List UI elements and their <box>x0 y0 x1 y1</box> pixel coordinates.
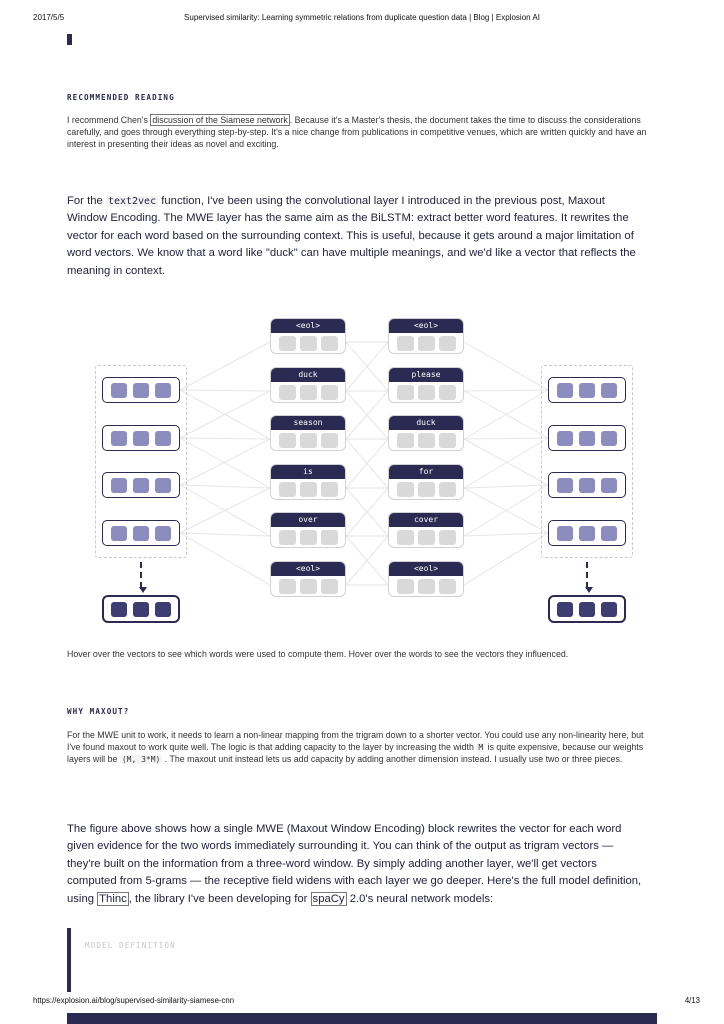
vector-cell[interactable] <box>439 530 456 545</box>
text-run: , the library I've been developing for <box>128 892 311 905</box>
left-input-vector-box[interactable] <box>102 472 180 498</box>
vector-cell[interactable] <box>601 478 617 493</box>
text-run: For the <box>67 195 106 207</box>
word-label: cover <box>389 513 463 527</box>
vector-cell[interactable] <box>418 336 435 351</box>
vector-cell[interactable] <box>155 431 171 446</box>
vector-cell[interactable] <box>601 431 617 446</box>
text-run: is quite expensive, because our weights layers will be <box>67 741 644 764</box>
text-run: The figure above shows how a single MWE (Maxout Window Encoding) block rewrites the vector for each word given evidence for the two words immediately surrounding it. You can think of the output as trigram vectors — they're built on the information from a three-word window. By simply adding another layer, we'll get vectors computed from 5-grams — the receptive field widens with each layer we go deeper. Here's the full model definition, using <box>67 823 642 905</box>
vector-cell[interactable] <box>439 433 456 448</box>
word-stack[interactable] <box>388 512 464 548</box>
word-stack[interactable] <box>388 561 464 597</box>
word-stack[interactable] <box>388 318 464 354</box>
right-input-vector-box[interactable] <box>548 377 626 403</box>
vector-cell[interactable] <box>300 482 317 497</box>
vector-cell[interactable] <box>579 602 595 617</box>
right-input-vector-box[interactable] <box>548 425 626 451</box>
width-code: M <box>478 742 484 752</box>
word-label: <eol> <box>271 319 345 333</box>
right-output-vector-box[interactable] <box>548 595 626 623</box>
word-label: over <box>271 513 345 527</box>
vector-cell[interactable] <box>155 478 171 493</box>
vector-cell[interactable] <box>300 530 317 545</box>
text-run: For the MWE unit to work, it needs to learn a non-linear mapping from the trigram down to a shorter vector. You could use any non-linearity here, but I've found maxout to work quite well. The logic is that adding capacity to the layer by increasing the width <box>67 730 644 752</box>
word-stack[interactable] <box>388 415 464 451</box>
vector-cell[interactable] <box>439 579 456 594</box>
down-arrow-icon <box>586 562 588 588</box>
vector-cell[interactable] <box>439 336 456 351</box>
word-vector-row <box>271 333 345 353</box>
footer-url: https://explosion.ai/blog/supervised-similarity-siamese-cnn <box>33 996 235 1005</box>
vector-cell[interactable] <box>300 579 317 594</box>
vector-cell[interactable] <box>557 478 573 493</box>
recommended-reading-paragraph <box>67 115 652 150</box>
text-run: . The maxout unit instead lets us add capacity by adding another dimension instead. I usually use two or three pieces. <box>162 753 623 764</box>
code-block-left-border <box>67 928 71 992</box>
vector-cell[interactable] <box>279 482 296 497</box>
vector-cell[interactable] <box>397 579 414 594</box>
left-output-vector-box[interactable] <box>102 595 180 623</box>
word-stack[interactable] <box>388 464 464 500</box>
vector-cell[interactable] <box>579 478 595 493</box>
vector-cell[interactable] <box>111 526 127 541</box>
word-stack[interactable] <box>270 464 346 500</box>
word-vector-row <box>389 479 463 499</box>
vector-cell[interactable] <box>133 383 149 398</box>
code-block-label: MODEL DEFINITION <box>85 941 176 950</box>
left-input-vector-box[interactable] <box>102 377 180 403</box>
vector-cell[interactable] <box>579 383 595 398</box>
vector-cell[interactable] <box>439 385 456 400</box>
word-vector-row <box>389 382 463 402</box>
down-arrow-icon <box>140 562 142 588</box>
word-vector-row <box>271 527 345 547</box>
word-stack[interactable] <box>270 512 346 548</box>
vector-cell[interactable] <box>397 530 414 545</box>
word-vector-row <box>271 382 345 402</box>
vector-cell[interactable] <box>557 383 573 398</box>
vector-cell[interactable] <box>418 530 435 545</box>
vector-cell[interactable] <box>133 526 149 541</box>
word-vector-row <box>389 333 463 353</box>
vector-cell[interactable] <box>397 336 414 351</box>
left-input-vector-box[interactable] <box>102 520 180 546</box>
vector-cell[interactable] <box>321 336 338 351</box>
why-maxout-heading: WHY MAXOUT? <box>67 707 130 716</box>
word-label: duck <box>389 416 463 430</box>
vector-cell[interactable] <box>300 433 317 448</box>
vector-cell[interactable] <box>279 530 296 545</box>
vector-cell[interactable] <box>279 579 296 594</box>
vector-cell[interactable] <box>557 431 573 446</box>
word-vector-row <box>389 576 463 596</box>
vector-cell[interactable] <box>111 431 127 446</box>
code-block-top-edge <box>67 1013 657 1024</box>
word-label: is <box>271 465 345 479</box>
thinc-link[interactable]: Thinc <box>99 892 127 905</box>
weights-shape-code: (M, 3*M) <box>121 754 161 764</box>
aside-border-fragment <box>67 34 72 45</box>
vector-cell[interactable] <box>133 602 149 617</box>
word-stack[interactable] <box>270 367 346 403</box>
word-label: <eol> <box>389 562 463 576</box>
vector-cell[interactable] <box>111 478 127 493</box>
vector-cell[interactable] <box>557 526 573 541</box>
footer-page-number: 4/13 <box>684 996 700 1005</box>
spacy-link[interactable]: spaCy <box>312 892 345 905</box>
vector-cell[interactable] <box>579 526 595 541</box>
vector-cell[interactable] <box>397 433 414 448</box>
vector-cell[interactable] <box>579 431 595 446</box>
vector-cell[interactable] <box>397 482 414 497</box>
mwe-diagram <box>0 312 724 646</box>
vector-cell[interactable] <box>601 602 617 617</box>
print-date: 2017/5/5 <box>33 13 65 22</box>
word-vector-row <box>271 430 345 450</box>
print-header <box>0 13 724 22</box>
vector-cell[interactable] <box>439 482 456 497</box>
vector-cell[interactable] <box>321 530 338 545</box>
text-run: 2.0's neural network models: <box>346 892 494 905</box>
word-label: season <box>271 416 345 430</box>
text-run: . Because it's a Master's thesis, the document takes the time to discuss the considerations carefully, and goes through everything step-by-step. It's a nice change from publications in competitive venues, which are written quickly and have an interest in presenting their ideas as novel and exciting. <box>67 115 647 149</box>
vector-cell[interactable] <box>155 526 171 541</box>
text-run: I recommend Chen's <box>67 115 151 125</box>
vector-cell[interactable] <box>321 385 338 400</box>
right-input-vector-box[interactable] <box>548 472 626 498</box>
vector-cell[interactable] <box>601 383 617 398</box>
vector-cell[interactable] <box>279 385 296 400</box>
word-label: <eol> <box>271 562 345 576</box>
vector-cell[interactable] <box>279 433 296 448</box>
vector-cell[interactable] <box>397 385 414 400</box>
vector-cell[interactable] <box>300 336 317 351</box>
intro-paragraph <box>67 193 645 280</box>
text2vec-code: text2vec <box>107 196 157 207</box>
text-run: function, I've been using the convolutional layer I introduced in the previous post, Maxout Window Encoding. The MWE layer has the same aim as the BiLSTM: extract better word features. It rewrites the vector for each word based on the surrounding context. This is useful, because it gets around a major limitation of word vectors. We know that a word like "duck" can have multiple meanings, and we'd like a vector that reflects the meaning in context. <box>67 195 636 277</box>
vector-cell[interactable] <box>155 383 171 398</box>
word-vector-row <box>271 576 345 596</box>
right-input-vector-box[interactable] <box>548 520 626 546</box>
word-label: for <box>389 465 463 479</box>
vector-cell[interactable] <box>111 602 127 617</box>
maxout-paragraph <box>67 730 652 765</box>
word-stack[interactable] <box>270 561 346 597</box>
word-stack[interactable] <box>270 318 346 354</box>
vector-cell[interactable] <box>111 383 127 398</box>
word-vector-row <box>271 479 345 499</box>
vector-cell[interactable] <box>279 336 296 351</box>
vector-cell[interactable] <box>418 482 435 497</box>
word-vector-row <box>389 430 463 450</box>
vector-cell[interactable] <box>133 431 149 446</box>
vector-cell[interactable] <box>300 385 317 400</box>
word-stack[interactable] <box>270 415 346 451</box>
left-input-vector-box[interactable] <box>102 425 180 451</box>
diagram-caption: Hover over the vectors to see which words were used to compute them. Hover over the words to see the vectors they influenced. <box>67 649 569 659</box>
vector-cell[interactable] <box>321 433 338 448</box>
vector-cell[interactable] <box>321 482 338 497</box>
figure-paragraph <box>67 821 645 908</box>
print-title: Supervised similarity: Learning symmetric relations from duplicate question data | Blog | Explosion AI <box>184 13 540 22</box>
recommended-reading-heading: RECOMMENDED READING <box>67 93 175 102</box>
vector-cell[interactable] <box>418 579 435 594</box>
vector-cell[interactable] <box>133 478 149 493</box>
word-label: <eol> <box>389 319 463 333</box>
word-label: please <box>389 368 463 382</box>
word-label: duck <box>271 368 345 382</box>
word-stack[interactable] <box>388 367 464 403</box>
vector-cell[interactable] <box>321 579 338 594</box>
vector-cell[interactable] <box>601 526 617 541</box>
word-vector-row <box>389 527 463 547</box>
vector-cell[interactable] <box>418 433 435 448</box>
siamese-network-link[interactable]: discussion of the Siamese network <box>152 115 288 125</box>
vector-cell[interactable] <box>418 385 435 400</box>
vector-cell[interactable] <box>155 602 171 617</box>
vector-cell[interactable] <box>557 602 573 617</box>
